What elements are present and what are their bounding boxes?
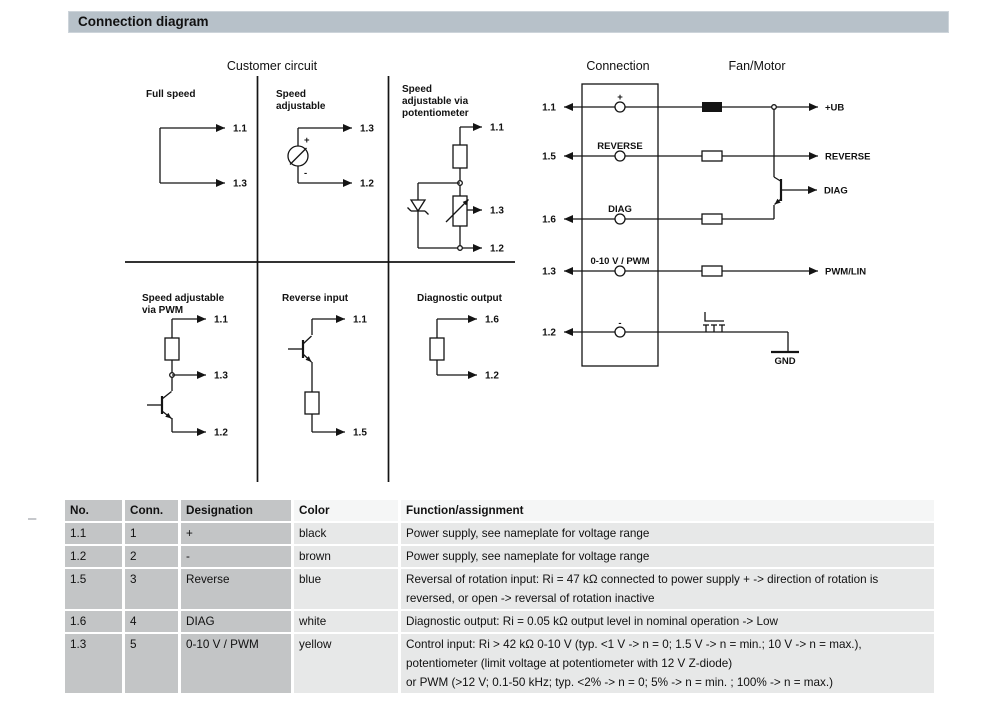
circuit-label: Speed bbox=[276, 89, 307, 100]
col-header-function: Function/assignment bbox=[401, 500, 934, 521]
circuit-label: Reverse input bbox=[282, 293, 349, 304]
table-header-row bbox=[65, 500, 934, 521]
cell-no: 1.5 bbox=[65, 569, 122, 609]
cell-color: white bbox=[294, 611, 398, 632]
terminal-circle bbox=[615, 266, 625, 276]
divider-lines bbox=[125, 76, 515, 482]
cell-function bbox=[401, 634, 934, 693]
transistor-symbol bbox=[774, 177, 817, 219]
cell-color: blue bbox=[294, 569, 398, 609]
resistor-symbol bbox=[305, 392, 319, 414]
cell-color: brown bbox=[294, 546, 398, 567]
circuit-label: via PWM bbox=[142, 305, 184, 316]
cell-conn: 5 bbox=[125, 634, 178, 693]
function-text: potentiometer (limit voltage at potentiometer with 12 V Z-diode) bbox=[406, 657, 733, 670]
function-text: reversed, or open -> reversal of rotation inactive bbox=[406, 592, 655, 605]
cell-no: 1.3 bbox=[65, 634, 122, 693]
cell-no: 1.6 bbox=[65, 611, 122, 632]
diagnostic-output-circuit bbox=[417, 293, 503, 382]
pin-label: 1.3 bbox=[360, 123, 374, 135]
plus-sign: + bbox=[304, 135, 310, 146]
output-label: +UB bbox=[825, 102, 845, 114]
terminal-label: DIAG bbox=[608, 204, 632, 215]
pin-label: 1.2 bbox=[542, 327, 556, 339]
resistor-symbol bbox=[702, 214, 722, 224]
junction-dot bbox=[458, 246, 463, 251]
pin-label: 1.2 bbox=[214, 427, 228, 439]
connection-title: Connection bbox=[586, 59, 650, 73]
function-text: Power supply, see nameplate for voltage range bbox=[406, 527, 650, 540]
pin-label: 1.1 bbox=[353, 314, 367, 326]
pin-label: 1.6 bbox=[485, 314, 499, 326]
circuit-label: Speed bbox=[402, 84, 433, 95]
speed-potentiometer-circuit bbox=[402, 84, 504, 255]
col-header-conn: Conn. bbox=[125, 500, 178, 521]
function-text: Diagnostic output: Ri = 0.05 kΩ output level in nominal operation -> Low bbox=[406, 615, 778, 628]
cell-conn: 4 bbox=[125, 611, 178, 632]
resistor-symbol bbox=[165, 338, 179, 360]
cell-no: 1.1 bbox=[65, 523, 122, 544]
cell-designation: - bbox=[181, 546, 291, 567]
cell-function bbox=[401, 546, 934, 567]
mosfet-symbol bbox=[703, 312, 725, 332]
pin-label: 1.5 bbox=[542, 151, 556, 163]
terminal-label: REVERSE bbox=[597, 141, 643, 152]
resistor-symbol bbox=[702, 266, 722, 276]
terminal-circle bbox=[615, 214, 625, 224]
reverse-input-circuit bbox=[282, 293, 367, 439]
pin-label: 1.3 bbox=[490, 205, 504, 217]
resistor-symbol bbox=[702, 151, 722, 161]
col-header-color: Color bbox=[294, 500, 398, 521]
pin-label: 1.3 bbox=[542, 266, 556, 278]
full-speed-circuit bbox=[146, 89, 247, 190]
table-row bbox=[65, 634, 934, 693]
potentiometer-symbol bbox=[453, 196, 467, 226]
cell-designation: Reverse bbox=[181, 569, 291, 609]
cell-function bbox=[401, 569, 934, 609]
function-text: Control input: Ri > 42 kΩ 0-10 V (typ. <1 V -> n = 0; 1.5 V -> n = min.; 10 V -> n = max.), bbox=[406, 638, 862, 651]
col-header-no: No. bbox=[65, 500, 122, 521]
cell-designation: 0-10 V / PWM bbox=[181, 634, 291, 693]
pin-label: 1.1 bbox=[542, 102, 556, 114]
junction-dot bbox=[772, 105, 777, 110]
cell-function bbox=[401, 523, 934, 544]
cell-no: 1.2 bbox=[65, 546, 122, 567]
terminal-label: + bbox=[617, 92, 623, 103]
pin-label: 1.3 bbox=[214, 370, 228, 382]
pin-label: 1.3 bbox=[233, 178, 247, 190]
terminal-circle bbox=[615, 151, 625, 161]
cell-color: yellow bbox=[294, 634, 398, 693]
speed-adjustable-circuit bbox=[276, 89, 374, 190]
fuse-symbol bbox=[702, 102, 722, 112]
function-text: or PWM (>12 V; 0.1-50 kHz; typ. <2% -> n = 0; 5% -> n = min. ; 100% -> n = max.) bbox=[406, 676, 833, 689]
output-label: DIAG bbox=[824, 185, 848, 197]
minus-sign: - bbox=[304, 168, 308, 179]
cell-conn: 1 bbox=[125, 523, 178, 544]
output-label: REVERSE bbox=[825, 151, 871, 163]
cell-designation: + bbox=[181, 523, 291, 544]
customer-circuit-title: Customer circuit bbox=[226, 59, 318, 73]
pin-label: 1.1 bbox=[490, 122, 504, 134]
pin-label: 1.1 bbox=[233, 123, 247, 135]
pin-assignment-table bbox=[62, 498, 937, 695]
circuit-label: adjustable bbox=[276, 101, 326, 112]
connection-box bbox=[542, 84, 870, 367]
pin-label: 1.2 bbox=[485, 370, 499, 382]
circuit-label: Speed adjustable bbox=[142, 293, 225, 304]
cell-function bbox=[401, 611, 934, 632]
terminal-label: - bbox=[618, 318, 622, 329]
pin-label: 1.2 bbox=[360, 178, 374, 190]
table-row bbox=[65, 611, 934, 632]
pin-label: 1.2 bbox=[490, 243, 504, 255]
terminal-circle bbox=[615, 102, 625, 112]
pin-label: 1.1 bbox=[214, 314, 228, 326]
resistor-symbol bbox=[453, 145, 467, 168]
function-text: Power supply, see nameplate for voltage range bbox=[406, 550, 650, 563]
cell-designation: DIAG bbox=[181, 611, 291, 632]
transistor-symbol bbox=[147, 392, 172, 419]
fan-motor-title: Fan/Motor bbox=[728, 59, 786, 73]
circuit-label: Full speed bbox=[146, 89, 196, 100]
function-text: Reversal of rotation input: Ri = 47 kΩ connected to power supply + -> direction of rotation is bbox=[406, 573, 879, 586]
terminal-label: 0-10 V / PWM bbox=[590, 256, 650, 267]
resistor-symbol bbox=[430, 338, 444, 360]
transistor-symbol bbox=[288, 336, 312, 362]
circuit-label: adjustable via bbox=[402, 96, 469, 107]
circuit-label: Diagnostic output bbox=[417, 293, 502, 304]
cell-conn: 2 bbox=[125, 546, 178, 567]
table-row bbox=[65, 546, 934, 567]
table-row bbox=[65, 569, 934, 609]
circuit-label: potentiometer bbox=[402, 108, 469, 119]
col-header-designation: Designation bbox=[181, 500, 291, 521]
pin-label: 1.6 bbox=[542, 214, 556, 226]
gnd-label: GND bbox=[774, 356, 796, 367]
speed-pwm-circuit bbox=[142, 293, 228, 439]
margin-marker: – bbox=[28, 510, 37, 527]
cell-conn: 3 bbox=[125, 569, 178, 609]
table-row bbox=[65, 523, 934, 544]
output-label: PWM/LIN bbox=[825, 266, 867, 278]
page-title: Connection diagram bbox=[68, 11, 949, 33]
cell-color: black bbox=[294, 523, 398, 544]
pin-label: 1.5 bbox=[353, 427, 367, 439]
